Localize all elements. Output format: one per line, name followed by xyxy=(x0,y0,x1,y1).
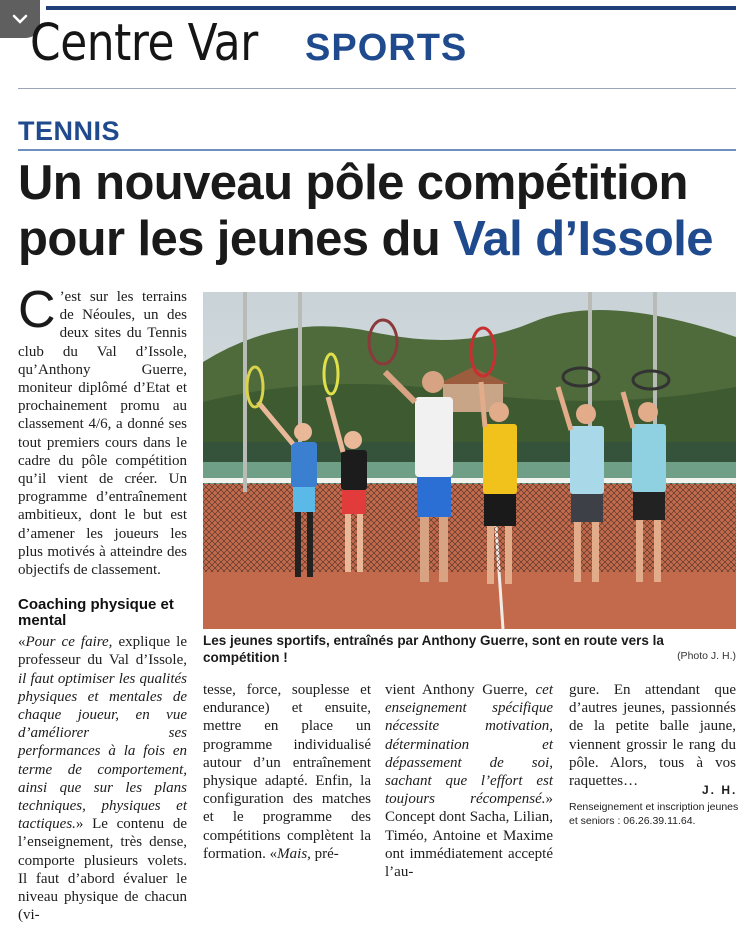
section-header xyxy=(30,14,467,84)
body-paragraph: gure. En attendant que d’autres jeunes, passionnés de la petite balle jaune, viennent grossir le rang du pôle. Alors, tous à vos raquettes… xyxy=(569,682,736,790)
drop-cap: C xyxy=(18,281,56,339)
article-column-4 xyxy=(569,681,736,790)
rubric-divider xyxy=(18,149,736,151)
top-rule xyxy=(46,6,736,10)
headline xyxy=(18,155,748,267)
rubric: TENNIS xyxy=(18,116,121,146)
header-divider xyxy=(18,88,736,89)
subheading: Coaching physique et mental xyxy=(18,596,174,630)
intro-paragraph: C ’est sur les terrains de Néoules, un des deux sites du Tennis club du Val d’Issole, qu’Anthony Guerre, moniteur diplômé d’Etat et prochainement promu au classement 4/6, a donné ses tout premiers cours dans le cadre du pôle compétition qu’il vient de créer. Un programme d’entraînement ambitieux, dont le but est d’amener les joueurs les plus motivés à atteindre des objectifs de classement. xyxy=(18,281,187,579)
article-column-2 xyxy=(203,681,371,863)
photo-credit: (Photo J. H.) xyxy=(677,650,736,662)
section-title: SPORTS xyxy=(305,27,468,69)
headline-accent: Val d’Issole xyxy=(453,212,713,266)
headline-line1: Un nouveau pôle compétition xyxy=(18,156,688,210)
article-column-1 xyxy=(18,281,187,925)
team-photo xyxy=(203,292,736,629)
edition-title: Centre Var xyxy=(30,14,258,73)
article-column-3 xyxy=(385,681,553,881)
body-paragraph: vient Anthony Guerre, cet enseignement spécifique nécessite motivation, détermination et dépassement de soi, sachant que l’effort est toujours récompensé.» Concept dont Sacha, Lilian, Timéo, Antoine et Maxime ont immédiatement accepté l’au- xyxy=(385,682,553,881)
author-signature: J. H. xyxy=(702,783,738,797)
headline-line2: pour les jeunes du xyxy=(18,212,454,266)
contact-info: Renseignement et inscription jeunes et seniors : 06.26.39.11.64. xyxy=(569,801,739,827)
body-paragraph: «Pour ce faire, explique le professeur du Val d’Issole, il faut optimiser les qualités physiques et mentales de chaque joueur, en vue d’améliorer ses performances à la fois en terme de comportement, ainsi que sur les plans techniques, physiques et tactiques.» Le contenu de l’enseignement, très dense, comporte plusieurs volets. Il faut d’abord évaluer le niveau physique de chacun (vi- xyxy=(18,634,187,924)
photo-illustration xyxy=(203,292,736,629)
photo-caption: Les jeunes sportifs, entraînés par Anthony Guerre, sont en route vers la compétition ! xyxy=(203,633,664,665)
body-paragraph: tesse, force, souplesse et endurance) et ensuite, mettre en place un programme individualisé autour d’un entraînement physique adapté. Enfin, la configuration des matches et le programme des compétitions complètent la formation. «Mais, pré- xyxy=(203,682,371,862)
chevron-down-icon xyxy=(12,14,28,24)
